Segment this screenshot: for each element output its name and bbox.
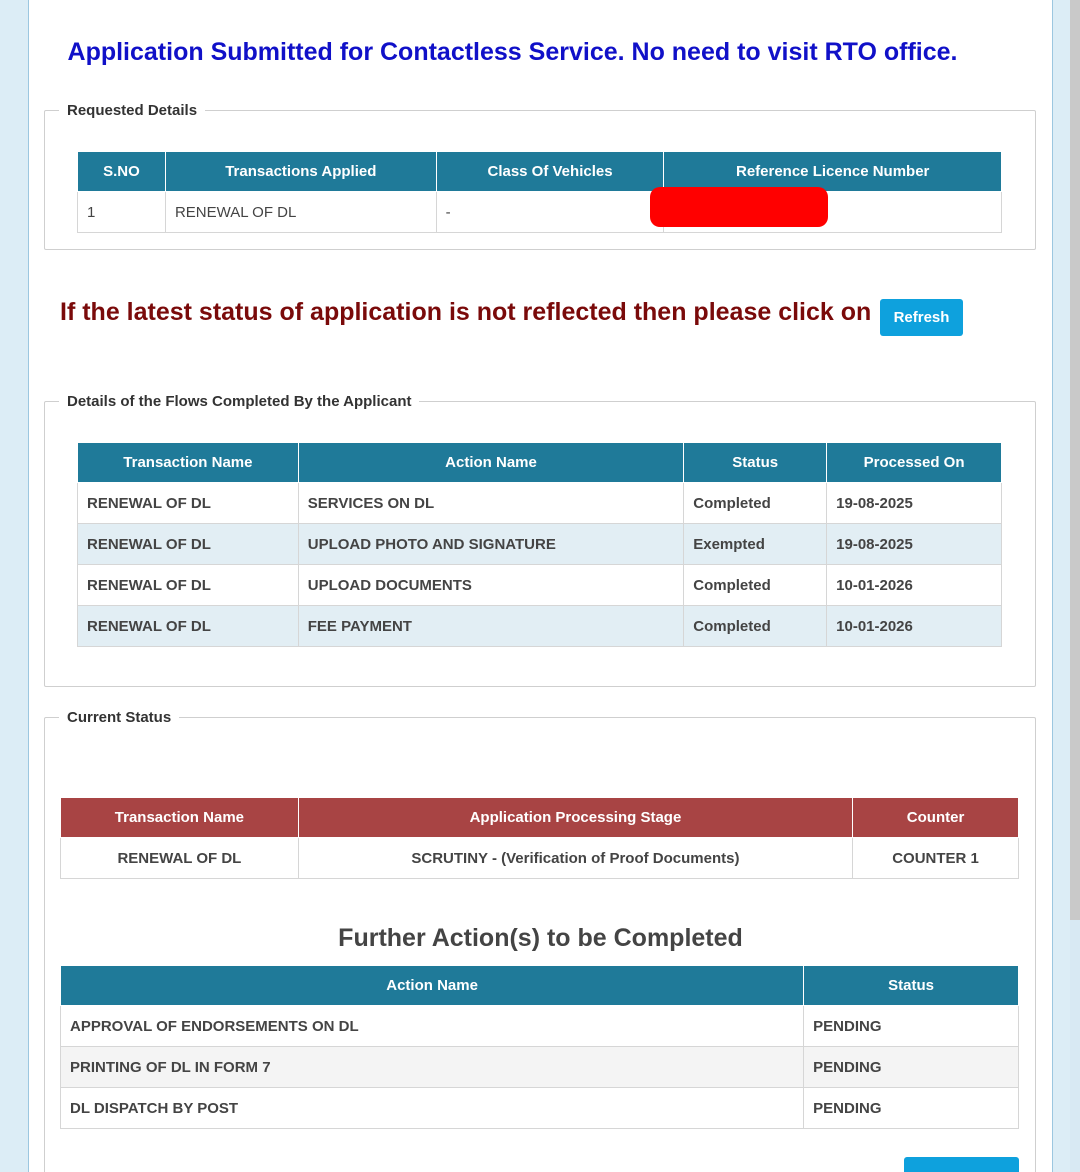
cell-counter: COUNTER 1 — [853, 838, 1019, 879]
current-status-legend: Current Status — [67, 709, 172, 726]
redaction-mark — [650, 187, 828, 227]
cell-action-name: FEE PAYMENT — [298, 606, 683, 647]
cell-class: - — [436, 192, 664, 233]
col-processed-on: Processed On — [827, 443, 1002, 483]
cell-status: PENDING — [804, 1006, 1019, 1047]
cell-action-name: DL DISPATCH BY POST — [61, 1088, 804, 1129]
requested-details-legend: Requested Details — [67, 102, 198, 119]
cell-action-name: PRINTING OF DL IN FORM 7 — [61, 1047, 804, 1088]
cell-status: PENDING — [804, 1088, 1019, 1129]
cell-action-name: APPROVAL OF ENDORSEMENTS ON DL — [61, 1006, 804, 1047]
flows-completed-legend: Details of the Flows Completed By the Applicant — [67, 393, 412, 410]
flows-completed-table — [77, 442, 1002, 647]
cell-processing-stage: SCRUTINY - (Verification of Proof Documents) — [298, 838, 852, 879]
cell-transaction-name: RENEWAL OF DL — [78, 483, 299, 524]
col-class-of-vehicles: Class Of Vehicles — [436, 152, 664, 192]
cell-processed-on: 19-08-2025 — [827, 483, 1002, 524]
cell-status: PENDING — [804, 1047, 1019, 1088]
col-status: Status — [804, 966, 1019, 1006]
further-actions-title: Further Action(s) to be Completed — [338, 924, 743, 952]
cell-status: Completed — [684, 483, 827, 524]
current-status-table — [60, 797, 1019, 879]
table-row — [61, 1088, 1019, 1129]
table-row — [78, 606, 1002, 647]
table-row — [61, 1047, 1019, 1088]
cell-processed-on: 10-01-2026 — [827, 606, 1002, 647]
requested-details-table — [77, 151, 1002, 233]
cell-transaction-name: RENEWAL OF DL — [78, 524, 299, 565]
cell-transaction-name: RENEWAL OF DL — [78, 565, 299, 606]
cell-sno: 1 — [78, 192, 166, 233]
col-transaction-name: Transaction Name — [61, 798, 299, 838]
col-transactions-applied: Transactions Applied — [165, 152, 436, 192]
cell-action-name: UPLOAD PHOTO AND SIGNATURE — [298, 524, 683, 565]
col-status: Status — [684, 443, 827, 483]
table-row — [78, 192, 1002, 233]
table-row — [61, 1006, 1019, 1047]
cell-transaction-name: RENEWAL OF DL — [78, 606, 299, 647]
col-action-name: Action Name — [61, 966, 804, 1006]
col-counter: Counter — [853, 798, 1019, 838]
col-sno: S.NO — [78, 152, 166, 192]
col-transaction-name: Transaction Name — [78, 443, 299, 483]
cell-status: Exempted — [684, 524, 827, 565]
table-row — [78, 565, 1002, 606]
col-action-name: Action Name — [298, 443, 683, 483]
col-processing-stage: Application Processing Stage — [298, 798, 852, 838]
refresh-message-line — [60, 298, 950, 327]
cell-action-name: SERVICES ON DL — [298, 483, 683, 524]
scrollbar-thumb[interactable] — [1070, 0, 1080, 920]
refresh-message: If the latest status of application is not reflected then please click on — [60, 298, 872, 326]
table-row — [61, 838, 1019, 879]
cell-processed-on: 10-01-2026 — [827, 565, 1002, 606]
cell-status: Completed — [684, 565, 827, 606]
cell-transaction: RENEWAL OF DL — [165, 192, 436, 233]
scrollbar-track[interactable] — [1070, 0, 1080, 1172]
col-reference-licence-number: Reference Licence Number — [664, 152, 1002, 192]
table-row — [78, 483, 1002, 524]
page-headline: Application Submitted for Contactless Service. No need to visit RTO office. — [67, 38, 958, 66]
cell-status: Completed — [684, 606, 827, 647]
cell-action-name: UPLOAD DOCUMENTS — [298, 565, 683, 606]
partial-action-button[interactable] — [904, 1157, 1019, 1172]
further-actions-table — [60, 965, 1019, 1129]
cell-transaction-name: RENEWAL OF DL — [61, 838, 299, 879]
cell-processed-on: 19-08-2025 — [827, 524, 1002, 565]
refresh-button[interactable]: Refresh — [880, 299, 963, 336]
table-row — [78, 524, 1002, 565]
